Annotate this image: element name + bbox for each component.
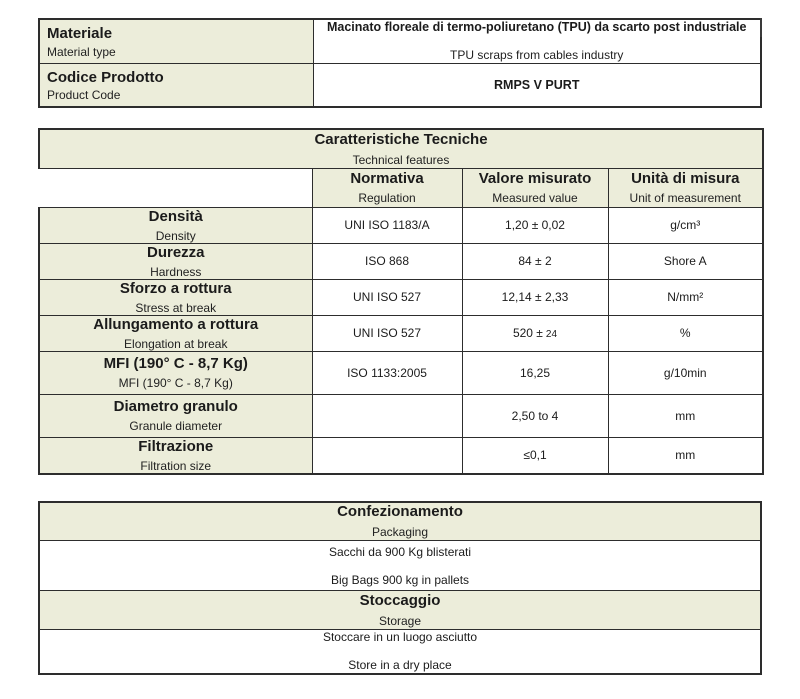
tech-title-it: Caratteristiche Tecniche <box>314 130 488 148</box>
tech-value-cell <box>462 207 608 243</box>
storage-line-it: Stoccare in un luogo asciutto <box>322 630 478 645</box>
tech-name-cell <box>39 351 312 394</box>
col-unita-it: Unità di misura <box>631 170 740 187</box>
label-material-type: Material type <box>47 44 116 59</box>
tech-name-cell <box>39 279 312 315</box>
confezionamento-title: Confezionamento <box>337 503 463 521</box>
unit-value: N/mm² <box>667 290 704 304</box>
row-name-en: Granule diameter <box>129 419 223 433</box>
tech-col-header-valore <box>462 168 608 207</box>
tech-empty-header-cell <box>39 168 312 207</box>
regulation-value: UNI ISO 527 <box>352 326 422 340</box>
confezionamento-header-cell <box>39 502 761 541</box>
tech-value-cell <box>462 351 608 394</box>
row-name-it: MFI (190° C - 8,7 Kg) <box>103 355 248 372</box>
unit-value: g/10min <box>663 365 707 380</box>
tech-title-row <box>39 129 763 168</box>
material-info-table <box>38 18 762 108</box>
section-header-stoccaggio <box>39 591 761 630</box>
measured-value: 84 ± 2 <box>518 254 552 268</box>
unit-value: mm <box>675 408 696 423</box>
regulation-value: ISO 1133:2005 <box>347 365 427 380</box>
row-name-it: Allungamento a rottura <box>93 315 259 333</box>
row-name-en: MFI (190° C - 8,7 Kg) <box>118 376 233 390</box>
unit-value: mm <box>675 448 696 462</box>
material-description-en: TPU scraps from cables industry <box>450 48 624 63</box>
section-content-storage <box>39 630 761 674</box>
tech-unit-cell <box>608 351 763 394</box>
info-value-cell-codice <box>313 63 761 107</box>
row-name-en: Hardness <box>150 264 202 279</box>
stoccaggio-title: Stoccaggio <box>359 592 441 609</box>
col-regulation-en: Regulation <box>358 191 416 205</box>
measured-value: 1,20 ± 0,02 <box>505 218 565 232</box>
packaging-line-en: Big Bags 900 kg in pallets <box>330 572 470 587</box>
tech-row-densita <box>39 207 763 243</box>
measured-value: ≤0,1 <box>523 448 547 462</box>
tech-value-cell <box>462 279 608 315</box>
tech-name-cell <box>39 315 312 351</box>
row-name-en: Filtration size <box>140 458 212 473</box>
unit-value: g/cm³ <box>670 218 701 232</box>
tech-name-cell <box>39 243 312 279</box>
measured-value-tolerance: 24 <box>545 329 558 340</box>
stoccaggio-header-cell <box>39 591 761 630</box>
measured-value: 520 ± <box>512 326 543 340</box>
tech-name-cell <box>39 207 312 243</box>
info-label-cell-codice <box>39 63 313 107</box>
tech-unit-cell <box>608 243 763 279</box>
row-name-it: Sforzo a rottura <box>119 279 232 297</box>
tech-value-cell <box>462 243 608 279</box>
row-name-en: Elongation at break <box>124 336 228 351</box>
regulation-value: UNI ISO 527 <box>352 290 422 304</box>
label-codice-prodotto: Codice Prodotto <box>47 68 164 86</box>
tech-col-header-unita <box>608 168 763 207</box>
tech-row-allungamento <box>39 315 763 351</box>
tech-row-diametro-granulo <box>39 394 763 437</box>
row-name-it: Densità <box>148 207 203 225</box>
col-normativa-it: Normativa <box>350 170 424 187</box>
packaging-line-it: Sacchi da 900 Kg blisterati <box>328 544 472 559</box>
tech-value-cell <box>462 315 608 351</box>
measured-value: 12,14 ± 2,33 <box>501 290 569 304</box>
col-valore-it: Valore misurato <box>478 170 592 187</box>
tech-col-header-normativa <box>312 168 462 207</box>
tech-row-filtrazione <box>39 437 763 474</box>
tech-regulation-cell <box>312 243 462 279</box>
tech-name-cell <box>39 394 312 437</box>
tech-value-cell <box>462 437 608 474</box>
cropped-previous-table-border <box>760 18 762 37</box>
tech-column-header-row <box>39 168 763 207</box>
tech-row-durezza <box>39 243 763 279</box>
row-name-en: Stress at break <box>135 300 217 315</box>
material-description-it: Macinato floreale di termo-poliuretano (TPU) da scarto post industriale <box>326 20 747 35</box>
measured-value: 16,25 <box>519 365 551 380</box>
measured-value: 2,50 to 4 <box>511 408 559 423</box>
tech-value-cell <box>462 394 608 437</box>
label-product-code: Product Code <box>47 88 121 102</box>
row-name-en: Density <box>155 228 196 243</box>
tech-row-mfi <box>39 351 763 394</box>
tech-name-cell <box>39 437 312 474</box>
product-code-value: RMPS V PURT <box>494 77 580 92</box>
tech-regulation-cell <box>312 394 462 437</box>
row-name-it: Diametro granulo <box>113 398 238 415</box>
tech-regulation-cell <box>312 351 462 394</box>
row-name-it: Filtrazione <box>138 437 214 455</box>
regulation-value: ISO 868 <box>364 254 410 268</box>
tech-unit-cell <box>608 207 763 243</box>
storage-line-en: Store in a dry place <box>348 658 452 673</box>
tech-unit-cell <box>608 394 763 437</box>
unit-value: Shore A <box>663 254 707 268</box>
tech-table-title <box>39 129 763 168</box>
technical-features-table <box>38 128 764 475</box>
info-row-materiale <box>39 19 761 63</box>
tech-unit-cell <box>608 437 763 474</box>
storage-subtitle: Storage <box>378 614 422 628</box>
datasheet-page <box>0 18 800 699</box>
storage-content-cell <box>39 630 761 674</box>
packaging-content-cell <box>39 541 761 591</box>
col-unit-en: Unit of measurement <box>629 191 741 205</box>
info-value-cell-materiale <box>313 19 761 63</box>
tech-regulation-cell <box>312 315 462 351</box>
row-name-it: Durezza <box>146 243 205 261</box>
info-label-cell-materiale <box>39 19 313 63</box>
unit-value: % <box>679 326 691 340</box>
tech-unit-cell <box>608 279 763 315</box>
tech-regulation-cell <box>312 279 462 315</box>
info-row-codice-prodotto <box>39 63 761 107</box>
tech-unit-cell <box>608 315 763 351</box>
tech-row-sforzo-a-rottura <box>39 279 763 315</box>
col-measured-en: Measured value <box>492 191 578 205</box>
tech-regulation-cell <box>312 437 462 474</box>
section-content-packaging <box>39 541 761 591</box>
packaging-subtitle: Packaging <box>371 525 429 540</box>
tech-regulation-cell <box>312 207 462 243</box>
tech-title-en: Technical features <box>352 152 450 167</box>
label-materiale: Materiale <box>47 25 113 42</box>
section-header-confezionamento <box>39 502 761 541</box>
packaging-storage-table <box>38 501 762 675</box>
regulation-value: UNI ISO 1183/A <box>344 218 430 232</box>
